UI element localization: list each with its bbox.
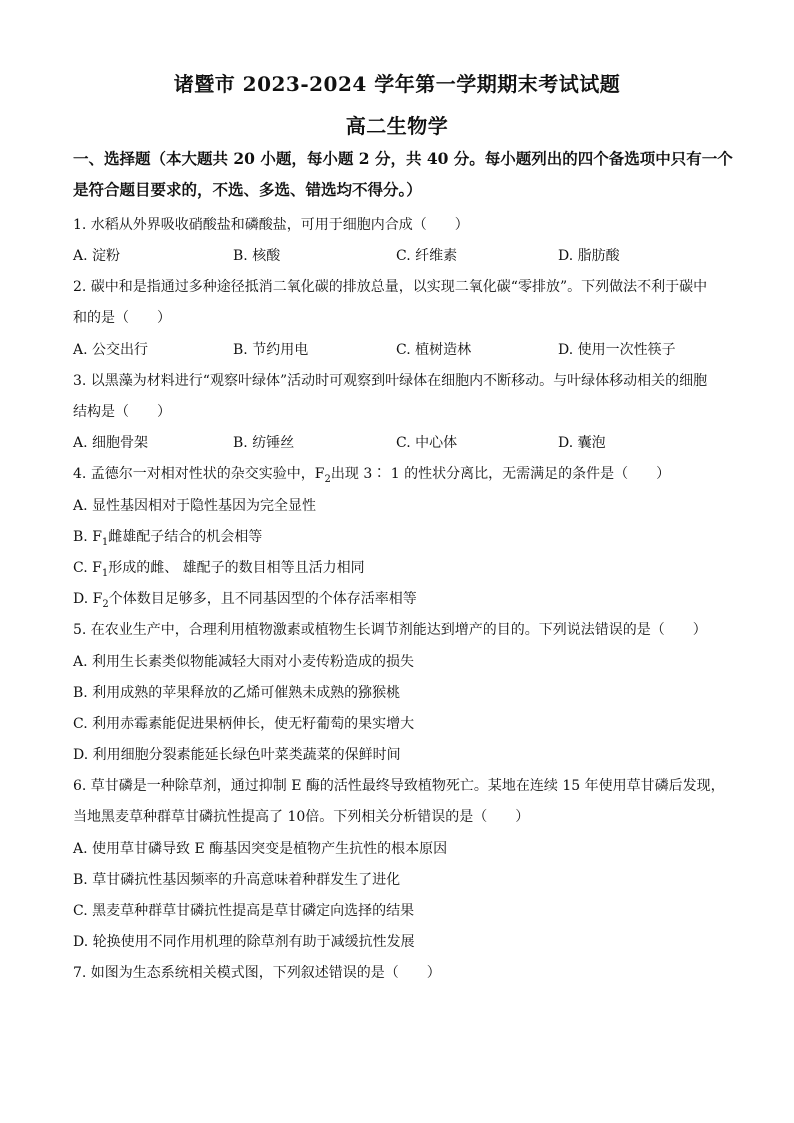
exam-subject: 高二生物学 [345, 114, 449, 138]
question-1-stem: 1. 水稻从外界吸收硝酸盐和磷酸盐，可用于细胞内合成（ ） [73, 217, 469, 233]
question-1-option-c: C. 纤维素 [396, 248, 458, 264]
section-heading: 一、选择题（本大题共 20 小题，每小题 2 分，共 40 分。每小题列出的四个备选项中只有一个是符合题目要求的，不选、多选、错选均不得分。） [73, 149, 733, 199]
question-1-option-a: A. 淀粉 [73, 248, 121, 264]
exam-title: 诸暨市 2023-2024 学年第一学期期末考试试题 [173, 72, 621, 96]
question-4-stem-pre: 4. 孟德尔一对相对性状的杂交实验中，F [73, 466, 325, 482]
question-4-option-b [73, 526, 733, 548]
question-3-option-d: D. 囊泡 [558, 435, 606, 451]
question-4-option-b-subscript: 1 [101, 536, 109, 548]
question-4-option-d-post: 个体数目足够多，且不同基因型的个体存活率相等 [108, 591, 417, 607]
question-2-option-a: A. 公交出行 [73, 342, 149, 358]
question-4-option-d-subscript: 2 [102, 598, 109, 610]
question-4-option-c-subscript: 1 [101, 567, 109, 579]
question-5-option-c: C. 利用赤霉素能促进果柄伸长，使无籽葡萄的果实增大 [73, 716, 415, 732]
question-7-stem: 7. 如图为生态系统相关模式图，下列叙述错误的是（ ） [73, 965, 441, 981]
question-6-option-d: D. 轮换使用不同作用机理的除草剂有助于减缓抗性发展 [73, 934, 415, 950]
question-5-option-b: B. 利用成熟的苹果释放的乙烯可催熟未成熟的猕猴桃 [73, 685, 401, 701]
question-1-option-d: D. 脂肪酸 [558, 248, 620, 264]
question-3-option-b: B. 纺锤丝 [233, 435, 295, 451]
question-1-option-b: B. 核酸 [233, 248, 281, 264]
question-6-option-b: B. 草甘磷抗性基因频率的升高意味着种群发生了进化 [73, 872, 401, 888]
question-4-option-c-pre: C. F [73, 560, 102, 576]
question-2-stem-line-2: 和的是（ ） [73, 310, 171, 326]
question-4-stem-post: 出现 3∶ 1 的性状分离比，无需满足的条件是（ ） [330, 466, 671, 482]
question-5-option-a: A. 利用生长素类似物能减轻大雨对小麦传粉造成的损失 [73, 654, 415, 670]
question-2-option-c: C. 植树造林 [396, 342, 472, 358]
question-4-stem-subscript: 2 [324, 473, 331, 485]
question-4-option-c-post: 形成的雌、 雄配子的数目相等且活力相同 [108, 560, 365, 576]
question-4-option-a: A. 显性基因相对于隐性基因为完全显性 [73, 498, 317, 514]
question-6-stem-line-2: 当地黑麦草种群草甘磷抗性提高了 10倍。下列相关分析错误的是（ ） [73, 809, 530, 825]
question-2-option-d: D. 使用一次性筷子 [558, 342, 676, 358]
question-4-stem [73, 463, 733, 485]
question-4-option-b-pre: B. F [73, 529, 102, 545]
question-3-option-c: C. 中心体 [396, 435, 458, 451]
question-3-stem-line-2: 结构是（ ） [73, 404, 171, 420]
question-4-option-d [73, 588, 733, 610]
question-4-option-b-post: 雌雄配子结合的机会相等 [108, 529, 263, 545]
question-6-stem-line-1: 6. 草甘磷是一种除草剂，通过抑制 E 酶的活性最终导致植物死亡。某地在连续 15 年使用草甘磷后发现， [73, 778, 725, 794]
question-2-option-b: B. 节约用电 [233, 342, 309, 358]
question-4-option-d-pre: D. F [73, 591, 103, 607]
question-3-option-a: A. 细胞骨架 [73, 435, 149, 451]
question-6-option-c: C. 黑麦草种群草甘磷抗性提高是草甘磷定向选择的结果 [73, 903, 415, 919]
question-5-option-d: D. 利用细胞分裂素能延长绿色叶菜类蔬菜的保鲜时间 [73, 747, 401, 763]
question-4-option-c [73, 557, 733, 579]
question-3-stem-line-1: 3. 以黑藻为材料进行“观察叶绿体”活动时可观察到叶绿体在细胞内不断移动。与叶绿体移动相关的细胞 [73, 373, 708, 389]
question-5-stem: 5. 在农业生产中，合理利用植物激素或植物生长调节剂能达到增产的目的。下列说法错误的是（ ） [73, 622, 707, 638]
question-2-stem-line-1: 2. 碳中和是指通过多种途径抵消二氧化碳的排放总量，以实现二氧化碳“零排放”。下列做法不利于碳中 [73, 279, 708, 295]
question-6-option-a: A. 使用草甘磷导致 E 酶基因突变是植物产生抗性的根本原因 [73, 841, 448, 857]
